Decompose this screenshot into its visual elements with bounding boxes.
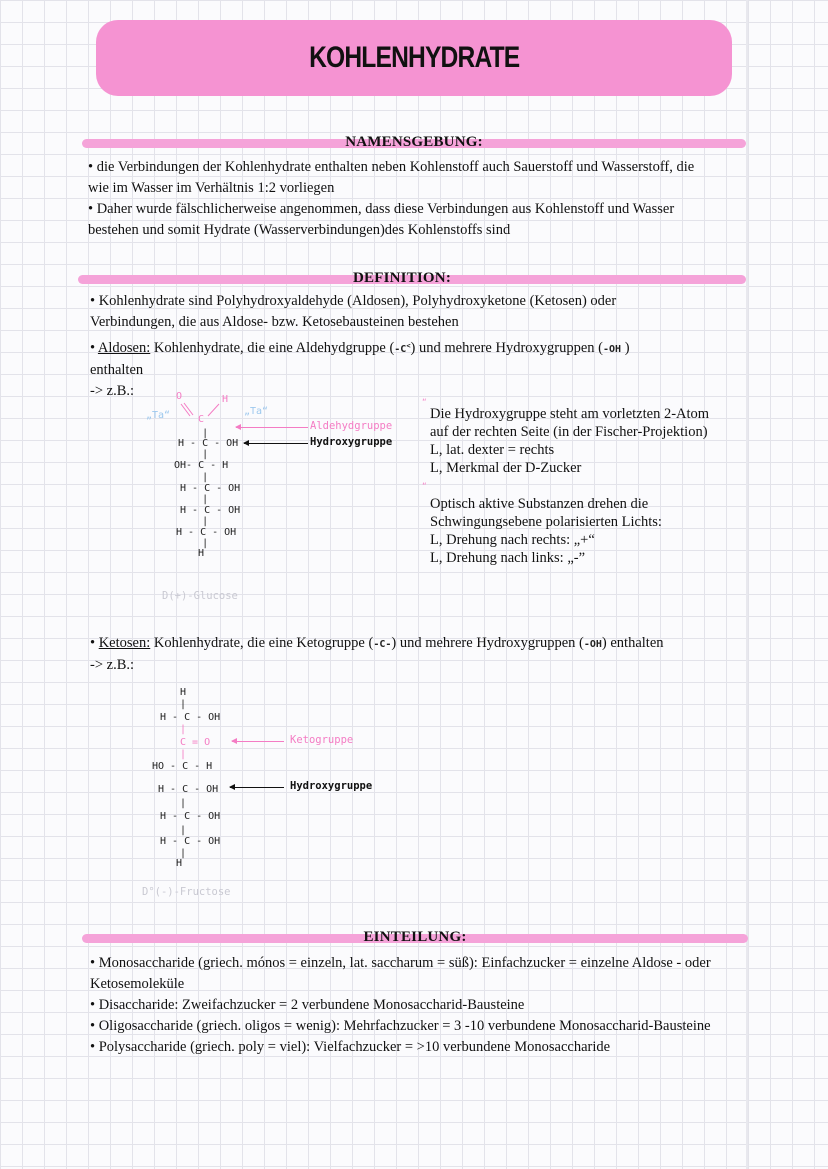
keto-symbol: -C-	[373, 639, 392, 650]
glucose-bond: |	[178, 538, 209, 549]
einteilung-line: • Oligosaccharide (griech. oligos = wenig): Mehrfachzucker = 3 -10 verbundene Monosaccharid-Bausteine	[90, 1018, 711, 1034]
ketosen-text-c: ) enthalten	[601, 635, 664, 651]
note-line: L, lat. dexter = rechts	[430, 442, 555, 458]
glucose-row: OH- C - H	[174, 460, 229, 471]
aldehyd-o-mark: <	[406, 342, 411, 350]
glucose-bond: |	[178, 516, 209, 527]
fructose-bond: |	[180, 749, 187, 760]
namensgebung-line: wie im Wasser im Verhältnis 1:2 vorliegen	[88, 180, 335, 196]
fructose-bond: |	[180, 825, 187, 836]
einteilung-text	[90, 953, 746, 1058]
fructose-row: H - C - OH	[160, 811, 221, 822]
namensgebung-heading: NAMENSGEBUNG:	[345, 134, 483, 150]
note-line: L, Drehung nach links: „-”	[430, 550, 586, 566]
fructose-bond: |	[180, 724, 187, 735]
title-banner	[96, 20, 732, 96]
quote-mark: “	[422, 482, 427, 492]
einteilung-line: • Monosaccharide (griech. mónos = einzeln, lat. saccharum = süß): Einfachzucker = einzelne Aldose - oder	[90, 955, 711, 971]
fructose-row: H - C - OH	[160, 712, 221, 723]
einteilung-line: Ketosemoleküle	[90, 976, 185, 992]
aldosen-text-c: )	[624, 340, 630, 356]
aldosen-text-a: Kohlenhydrate, die eine Aldehydgruppe (	[150, 340, 395, 356]
note-line: L, Drehung nach rechts: „+“	[430, 532, 595, 548]
glucose-right-marker: „Ta“	[244, 406, 269, 417]
glucose-row: H - C - OH	[176, 527, 237, 538]
definition-text	[90, 291, 740, 333]
einteilung-line: • Polysaccharide (griech. poly = viel): Vielfachzucker = >10 verbundene Monosaccharide	[90, 1039, 611, 1055]
fructose-row: HO - C - H	[152, 761, 213, 772]
namensgebung-line: • Daher wurde fälschlicherweise angenommen, dass diese Verbindungen aus Kohlenstoff und Wasser	[88, 201, 675, 217]
glucose-bond: |	[178, 472, 209, 483]
fructose-bond: |	[180, 798, 187, 809]
aldehyd-bonds	[176, 400, 236, 422]
bullet: •	[90, 635, 99, 651]
hydroxy-label: Hydroxygruppe	[310, 436, 393, 448]
glucose-row: H	[198, 548, 205, 559]
fructose-row: H - C - OH	[160, 836, 221, 847]
keto-label: Ketogruppe	[290, 734, 354, 746]
glucose-row: H - C - OH	[180, 505, 241, 516]
aldosen-line2: enthalten	[90, 362, 144, 378]
glucose-row: H - C - OH	[178, 438, 239, 449]
note-optical	[430, 495, 730, 567]
hydroxy-symbol: -OH	[603, 344, 622, 355]
fructose-bond: |	[180, 848, 187, 859]
ketosen-term: Ketosen:	[98, 635, 151, 651]
aldosen-text	[90, 336, 740, 402]
hydroxy-arrow	[244, 443, 308, 444]
glucose-o: O	[176, 391, 183, 402]
glucose-left-marker: „Ta“	[146, 410, 171, 421]
aldosen-term: Aldosen:	[97, 340, 151, 356]
ketosen-text-a: Kohlenhydrate, die eine Ketogruppe (	[150, 635, 374, 651]
definition-heading: DEFINITION:	[352, 270, 452, 286]
aldehyd-symbol: -C	[394, 344, 407, 355]
fructose-row: H	[176, 858, 183, 869]
fructose-bond: |	[180, 699, 187, 710]
fructose-row: H - C - OH	[158, 784, 219, 795]
ketosen-text-b: ) und mehrere Hydroxygruppen (	[391, 635, 584, 651]
glucose-bond: |	[178, 428, 209, 439]
note-line: Optisch aktive Substanzen drehen die	[430, 496, 649, 512]
aldehyd-arrow	[236, 427, 308, 428]
glucose-bond: |	[178, 449, 209, 460]
note-line: Schwingungsebene polarisierten Lichts:	[430, 514, 662, 530]
hydroxy-symbol: -OH	[583, 639, 602, 650]
glucose-c1: C	[198, 414, 205, 425]
page-edge	[746, 0, 748, 1169]
bullet: •	[90, 340, 98, 356]
glucose-name: D(+)-Glucose	[162, 590, 238, 602]
fructose-hydroxy-label: Hydroxygruppe	[290, 780, 373, 792]
fructose-name: D°(-)-Fructose	[142, 886, 231, 898]
note-line: auf der rechten Seite (in der Fischer-Projektion)	[430, 424, 708, 440]
quote-mark: “	[422, 398, 427, 408]
ketosen-text	[90, 633, 740, 676]
note-line: Die Hydroxygruppe steht am vorletzten 2-Atom	[430, 406, 710, 422]
aldosen-text-b: ) und mehrere Hydroxygruppen (	[410, 340, 604, 356]
definition-line: Verbindungen, die aus Aldose- bzw. Ketosebausteinen bestehen	[90, 314, 459, 330]
aldosen-example: -> z.B.:	[90, 383, 135, 399]
einteilung-line: • Disaccharide: Zweifachzucker = 2 verbundene Monosaccharid-Bausteine	[90, 997, 525, 1013]
fructose-row: C = O	[180, 737, 211, 748]
namensgebung-text	[88, 157, 738, 241]
glucose-row: H - C - OH	[180, 483, 241, 494]
einteilung-heading: EINTEILUNG:	[363, 929, 467, 945]
namensgebung-line: bestehen und somit Hydrate (Wasserverbindungen)des Kohlenstoffs sind	[88, 222, 511, 238]
page-title: KOHLENHYDRATE	[308, 41, 520, 74]
note-line: L, Merkmal der D-Zucker	[430, 460, 582, 476]
glucose-h: H	[222, 394, 229, 405]
keto-arrow	[232, 741, 284, 742]
note-fischer	[430, 405, 730, 477]
namensgebung-line: • die Verbindungen der Kohlenhydrate enthalten neben Kohlenstoff auch Sauerstoff und Wasserstoff, die	[88, 159, 695, 175]
glucose-bond: |	[178, 494, 209, 505]
definition-line: • Kohlenhydrate sind Polyhydroxyaldehyde (Aldosen), Polyhydroxyketone (Ketosen) oder	[90, 293, 617, 309]
fructose-row: H	[180, 687, 187, 698]
aldehyd-label: Aldehydgruppe	[310, 420, 393, 432]
ketosen-example: -> z.B.:	[90, 657, 135, 673]
fructose-hydroxy-arrow	[230, 787, 284, 788]
